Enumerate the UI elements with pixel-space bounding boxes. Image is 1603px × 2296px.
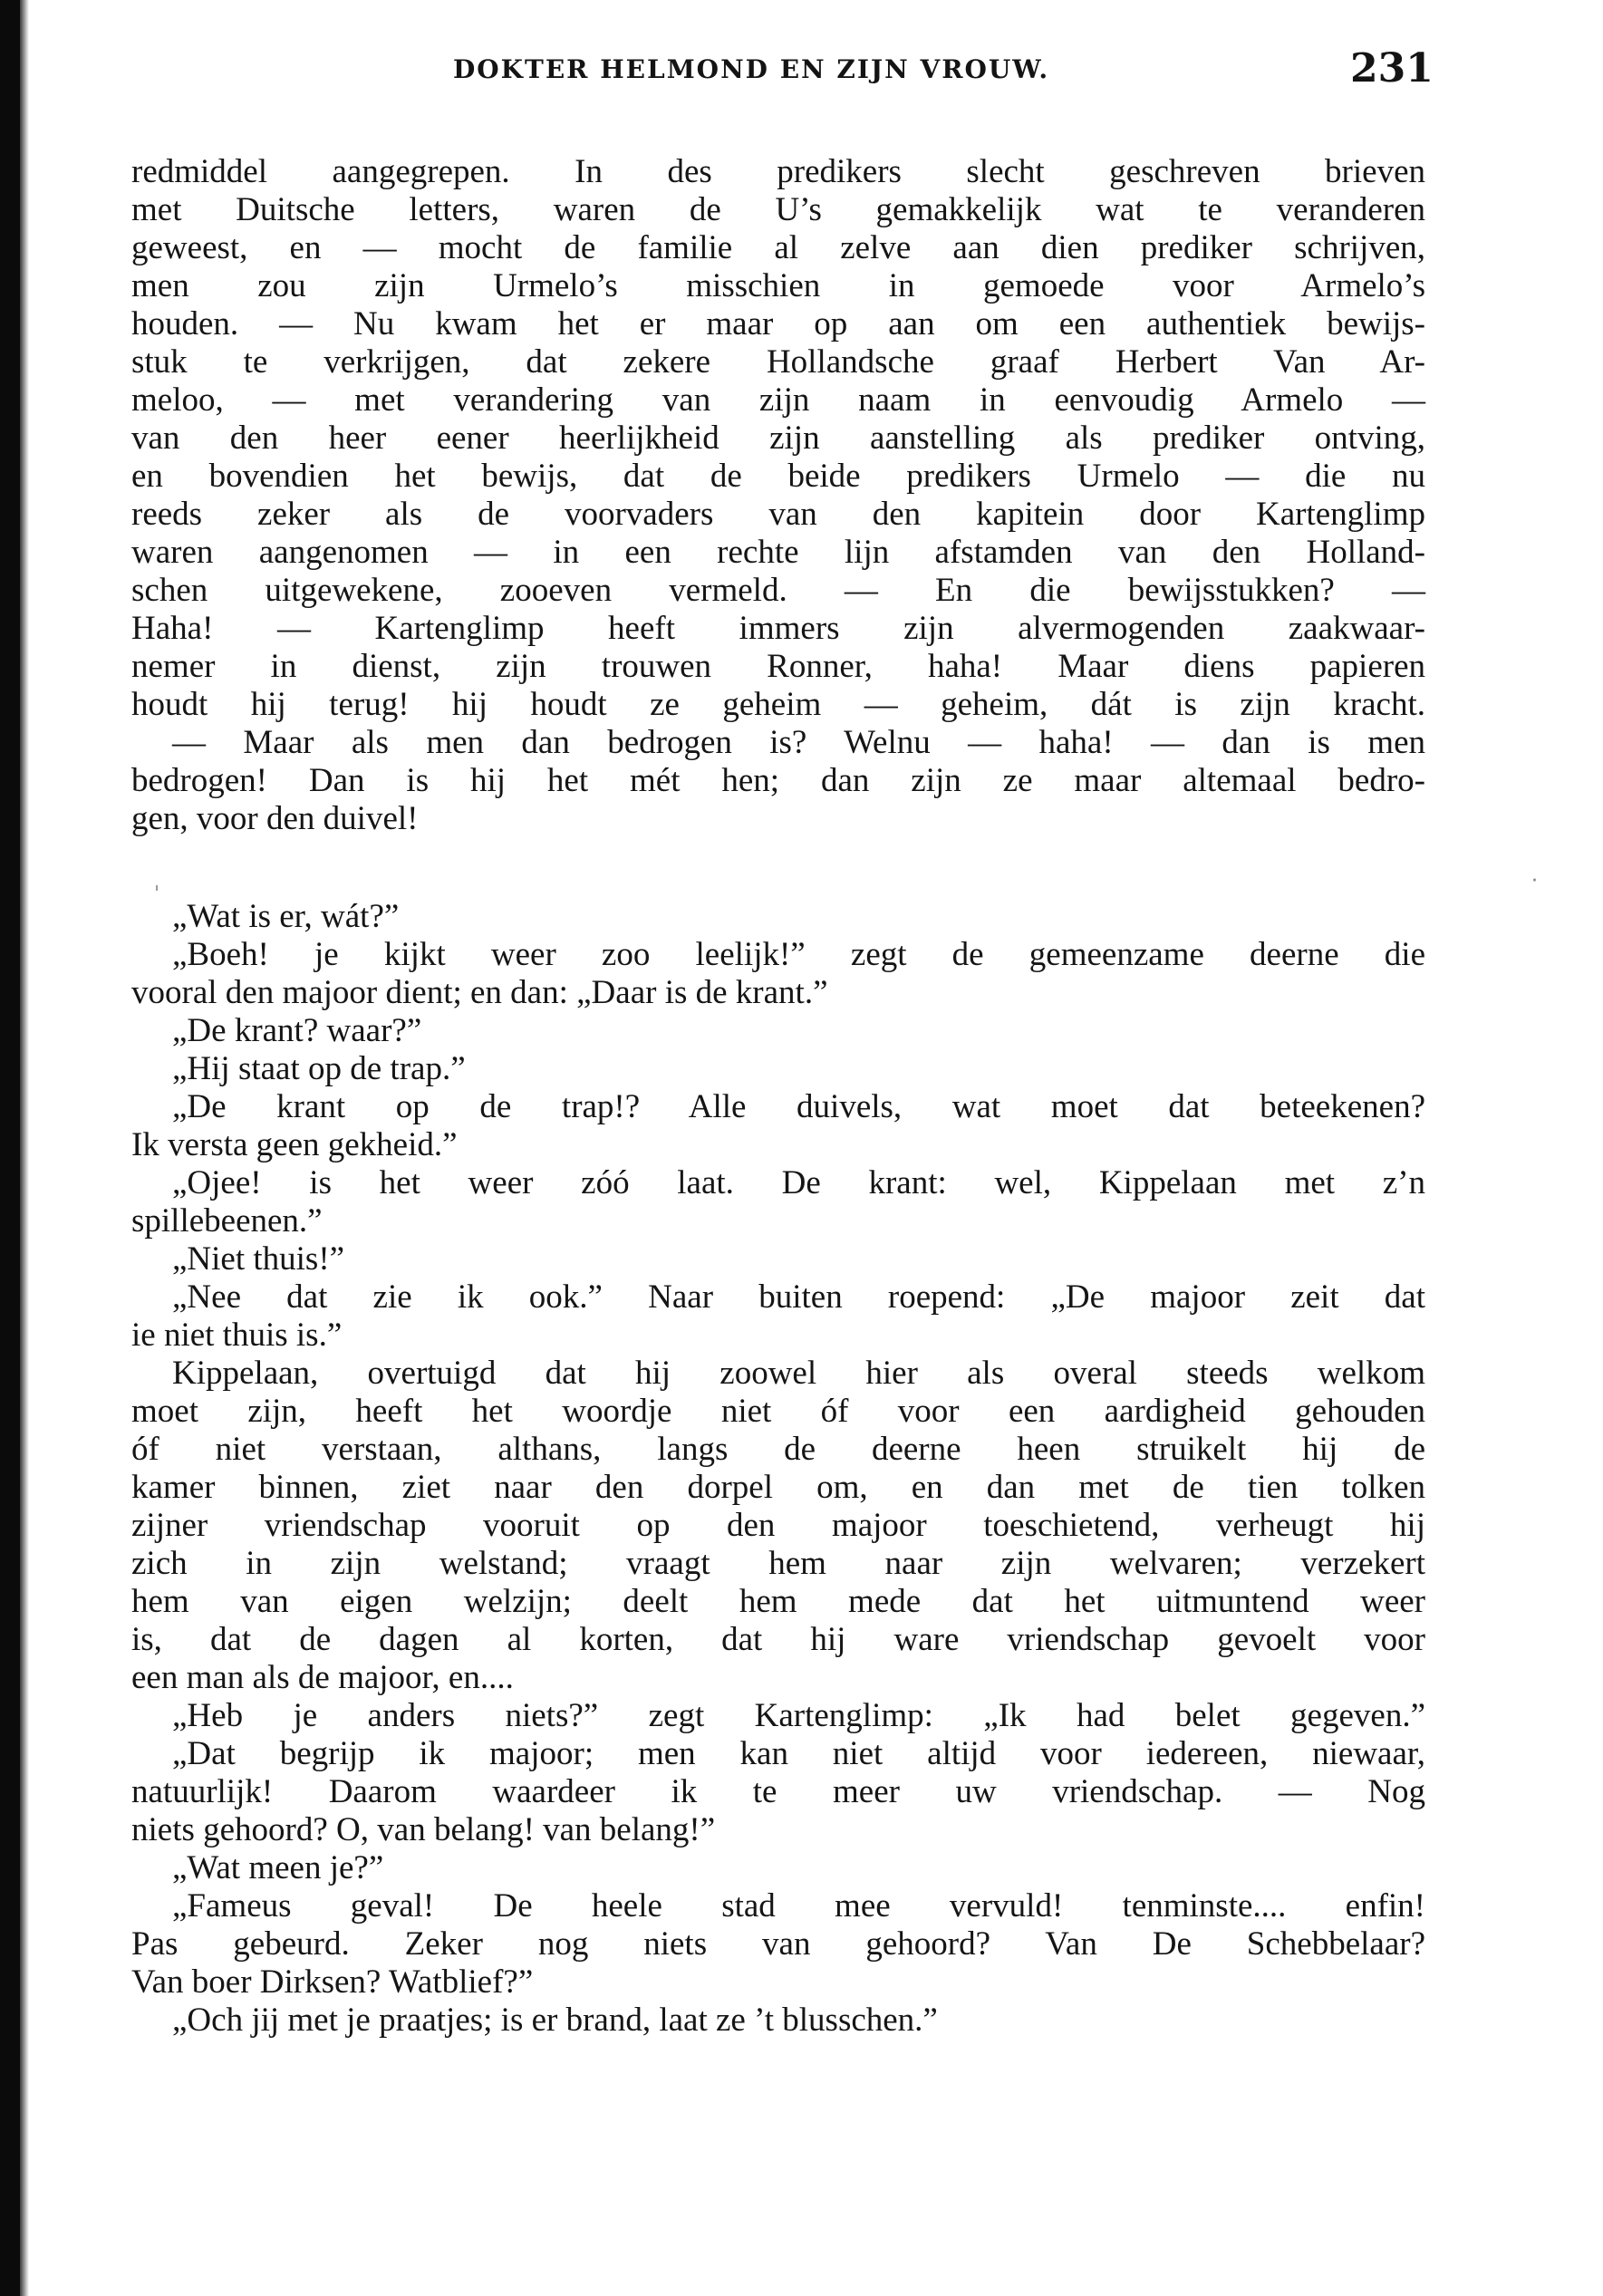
text-line: met Duitsche letters, waren de U’s gemakkelijk wat te veranderen: [131, 191, 1425, 228]
dialogue-line: Ik versta geen gekheid.”: [131, 1126, 458, 1163]
text-line: — Maar als men dan bedrogen is? Welnu — haha! — dan is men: [172, 724, 1425, 761]
text-line: houden. — Nu kwam het er maar op aan om een authentiek bewijs-: [131, 305, 1425, 342]
text-line: een man als de majoor, en....: [131, 1659, 514, 1696]
dialogue-line: „Wat is er, wát?”: [172, 898, 400, 935]
dialogue-line: „Heb je anders niets?” zegt Kartenglimp: „Ik had belet gegeven.”: [172, 1697, 1425, 1734]
text-line: redmiddel aangegrepen. In des predikers slecht geschreven brieven: [131, 153, 1425, 190]
text-line: gen, voor den duivel!: [131, 800, 419, 837]
dialogue-line: „Hij staat op de trap.”: [172, 1050, 466, 1087]
text-line: zijner vriendschap vooruit op den majoor toeschietend, verheugt hij: [131, 1507, 1425, 1544]
dialogue-line: „Nee dat zie ik ook.” Naar buiten roepend: „De majoor zeit dat: [172, 1278, 1425, 1316]
text-line: schen uitgewekene, zooeven vermeld. — En die bewijsstukken? —: [131, 572, 1425, 609]
dialogue-line: Pas gebeurd. Zeker nog niets van gehoord? Van De Schebbelaar?: [131, 1925, 1425, 1963]
dialogue-line: niets gehoord? O, van belang! van belang!”: [131, 1811, 716, 1848]
dialogue-line: „Ojee! is het weer zóó laat. De krant: wel, Kippelaan met z’n: [172, 1164, 1425, 1201]
dialogue-line: „Dat begrijp ik majoor; men kan niet altijd voor iedereen, niewaar,: [172, 1735, 1425, 1772]
dialogue-line: „Fameus geval! De heele stad mee vervuld! tenminste.... enfin!: [172, 1887, 1425, 1925]
text-line: óf niet verstaan, althans, langs de deerne heen struikelt hij de: [131, 1431, 1425, 1468]
dialogue-line: „Wat meen je?”: [172, 1849, 384, 1886]
scan-speck: ˈ: [154, 883, 160, 906]
text-line: men zou zijn Urmelo’s misschien in gemoede voor Armelo’s: [131, 267, 1425, 304]
text-line: en bovendien het bewijs, dat de beide predikers Urmelo — die nu: [131, 458, 1425, 495]
dialogue-line: „Och jij met je praatjes; is er brand, laat ze ’t blusschen.”: [172, 2002, 938, 2039]
text-line: nemer in dienst, zijn trouwen Ronner, haha! Maar diens papieren: [131, 648, 1425, 685]
text-line: reeds zeker als de voorvaders van den kapitein door Kartenglimp: [131, 496, 1425, 533]
text-line: van den heer eener heerlijkheid zijn aanstelling als prediker ontving,: [131, 420, 1425, 457]
text-line: bedrogen! Dan is hij het mét hen; dan zijn ze maar altemaal bedro-: [131, 762, 1425, 799]
book-spine-shadow: [0, 0, 20, 2296]
text-line: geweest, en — mocht de familie al zelve aan dien prediker schrijven,: [131, 229, 1425, 266]
text-line: zich in zijn welstand; vraagt hem naar zijn welvaren; verzekert: [131, 1545, 1425, 1582]
running-title: DOKTER HELMOND EN ZIJN VROUW.: [453, 54, 1050, 84]
text-line: houdt hij terug! hij houdt ze geheim — geheim, dát is zijn kracht.: [131, 686, 1425, 723]
dialogue-line: vooral den majoor dient; en dan: „Daar is de krant.”: [131, 974, 828, 1011]
dialogue-line: natuurlijk! Daarom waardeer ik te meer uw vriendschap. — Nog: [131, 1773, 1425, 1810]
page-number: 231: [1350, 45, 1434, 92]
dialogue-line: ie niet thuis is.”: [131, 1317, 343, 1354]
dialogue-line: „Boeh! je kijkt weer zoo leelijk!” zegt de gemeenzame deerne die: [172, 936, 1425, 973]
dialogue-line: spillebeenen.”: [131, 1202, 323, 1240]
text-line: waren aangenomen — in een rechte lijn afstamden van den Holland-: [131, 534, 1425, 571]
text-line: is, dat de dagen al korten, dat hij ware vriendschap gevoelt voor: [131, 1621, 1425, 1658]
dialogue-line: Van boer Dirksen? Watblief?”: [131, 1963, 534, 2001]
dialogue-line: „Niet thuis!”: [172, 1240, 345, 1278]
text-line: meloo, — met verandering van zijn naam in eenvoudig Armelo —: [131, 381, 1425, 419]
text-line: kamer binnen, ziet naar den dorpel om, en dan met de tien tolken: [131, 1469, 1425, 1506]
text-line: stuk te verkrijgen, dat zekere Hollandsche graaf Herbert Van Ar-: [131, 343, 1425, 381]
dialogue-line: „De krant? waar?”: [172, 1012, 422, 1049]
text-line: hem van eigen welzijn; deelt hem mede dat het uitmuntend weer: [131, 1583, 1425, 1620]
text-line: Kippelaan, overtuigd dat hij zoowel hier als overal steeds welkom: [172, 1355, 1425, 1392]
text-line: Haha! — Kartenglimp heeft immers zijn alvermogenden zaakwaar-: [131, 610, 1425, 647]
dialogue-line: „De krant op de trap!? Alle duivels, wat moet dat beteekenen?: [172, 1088, 1425, 1125]
text-line: moet zijn, heeft het woordje niet óf voor een aardigheid gehouden: [131, 1393, 1425, 1430]
scan-speck: ·: [1531, 870, 1538, 892]
book-spine-gradient: [20, 0, 29, 2296]
